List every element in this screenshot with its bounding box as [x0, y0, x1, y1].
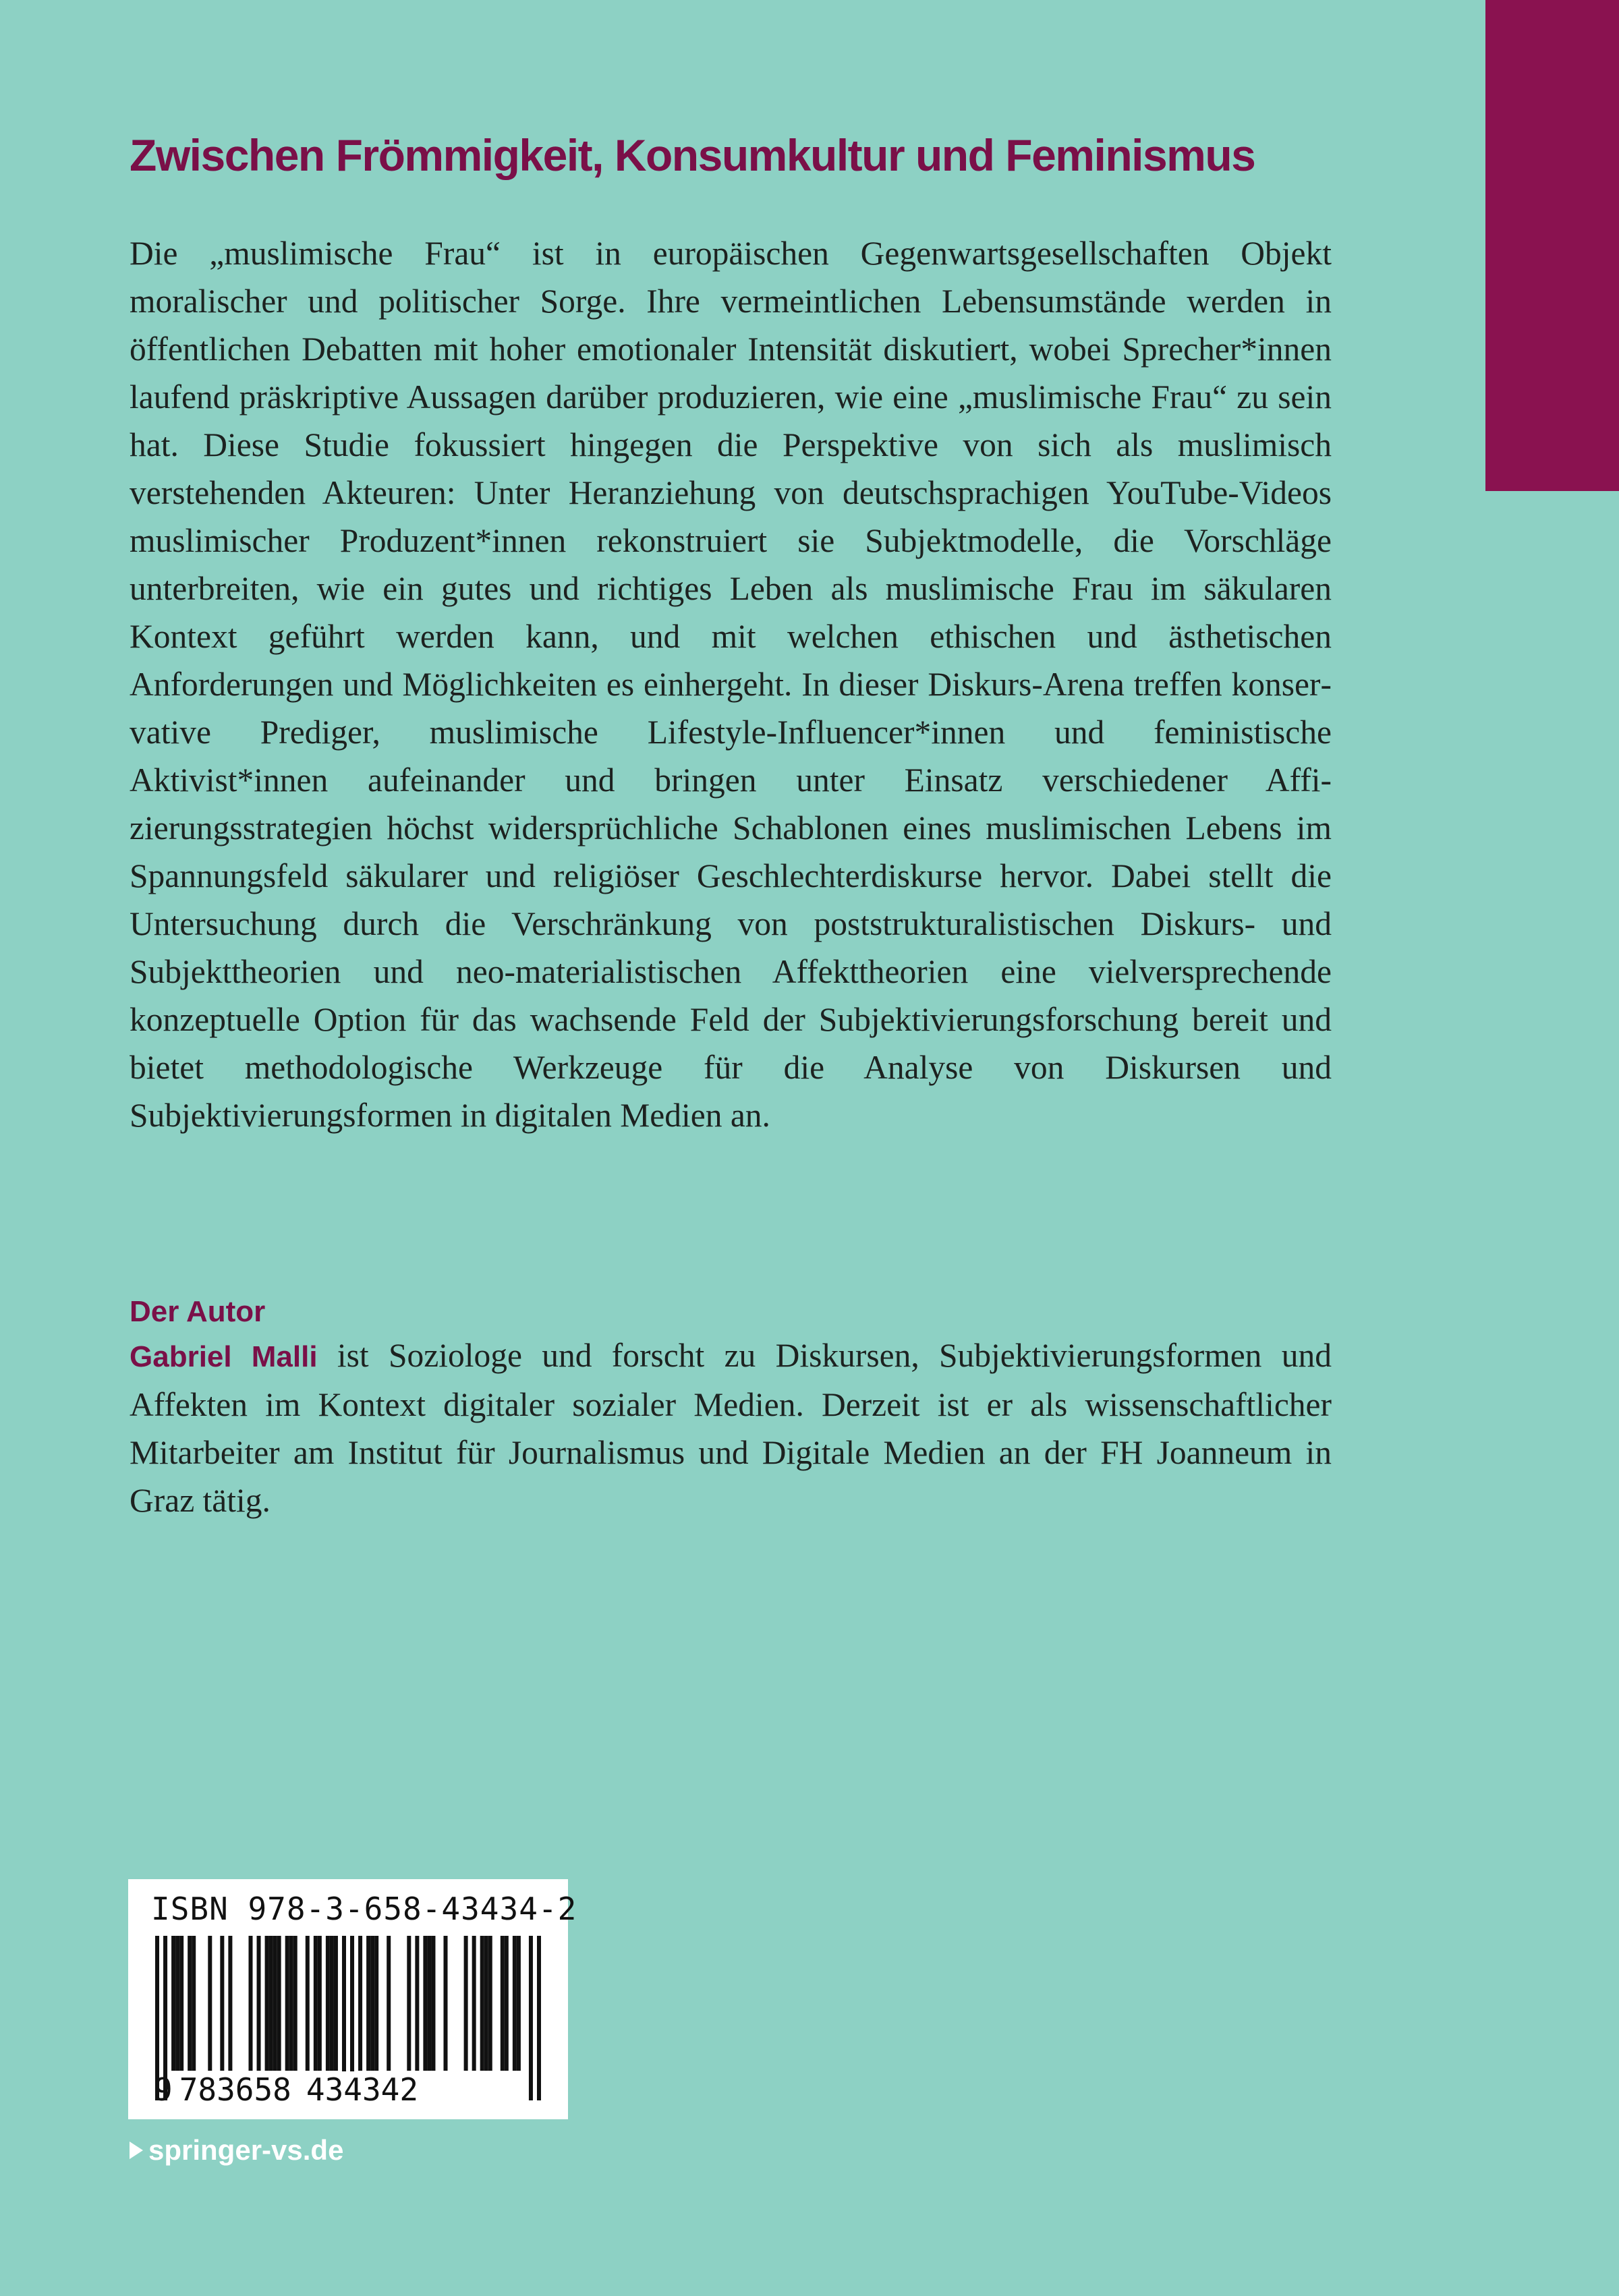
barcode-bar: [427, 1936, 431, 2071]
barcode-bar: [314, 1936, 318, 2071]
barcode-bar: [464, 1936, 468, 2071]
barcode-digits-group-2: 434342: [304, 2071, 421, 2108]
barcode-bar: [273, 1936, 277, 2071]
barcode-bar: [293, 1936, 297, 2071]
author-section: [130, 1292, 1332, 1524]
barcode-bar: [208, 1936, 212, 2071]
barcode-bar: [220, 1936, 224, 2071]
barcode-bar: [192, 1936, 196, 2071]
barcode-bar: [188, 1936, 192, 2071]
barcode-bar: [374, 1936, 378, 2071]
barcode-bar: [306, 1936, 310, 2071]
barcode-bar: [366, 1936, 370, 2071]
barcode-bar: [387, 1936, 391, 2071]
barcode-bar: [257, 1936, 261, 2071]
isbn-label: ISBN 978-3-658-43434-2: [151, 1891, 577, 1927]
barcode-digit-lead: 9: [154, 2071, 173, 2108]
barcode-bar: [537, 1936, 541, 2100]
barcode-bar: [423, 1936, 427, 2071]
author-heading: Der Autor: [130, 1295, 266, 1328]
arrow-right-icon: [130, 2142, 143, 2159]
barcode-bar: [269, 1936, 273, 2071]
accent-bar: [1485, 0, 1619, 491]
barcode-bar: [443, 1936, 447, 2071]
barcode-bar: [285, 1936, 289, 2071]
barcode-bar: [431, 1936, 435, 2071]
barcode-bar: [277, 1936, 281, 2071]
barcode-digits-group-1: 783658: [177, 2071, 294, 2108]
blurb-text: Die „muslimische Frau“ ist in europäischen Gegenwartsgesellschaften Objekt moralischer und politischer Sorge. Ihre vermeintlichen Lebensumstände werden in öffentlichen Debatten mit hoher emotionaler Intensität diskutiert, wobei Sprecher*innen laufend präskriptive Aussagen darüber produzieren, wie eine „muslimische Frau“ zu sein hat. Diese Studie fokussiert hingegen die Perspektive von sich als muslimisch verstehenden Akteuren: Unter Heranziehung von deutschsprachigen YouTube-Videos muslimischer Produzent*innen rekonstruiert sie Subjektmodelle, die Vorschläge unterbreiten, wie ein gutes und richtiges Leben als muslimische Frau im säkularen Kontext geführt werden kann, und mit welchen ethischen und ästhetischen Anforderungen und Möglichkeiten es einhergeht. In dieser Diskurs-Arena treffen konservative Prediger, muslimische Lifestyle-Influencer*innen und feministische Aktivist*innen aufeinander und bringen unter Einsatz verschiedener Affizierungsstrategien höchst widersprüchliche Schablonen eines muslimischen Lebens im Spannungsfeld säkularer und religiöser Geschlechterdiskurse hervor. Dabei stellt die Untersuchung durch die Verschränkung von poststrukturalistischen Diskurs- und Subjekttheorien und neo-materialistischen Affekttheorien eine vielversprechende konzeptuelle Option für das wachsende Feld der Subjektivierungsforschung bereit und bietet methodologische Werkzeuge für die Analyse von Diskursen und Subjektivierungsformen in digitalen Medien an.: [130, 235, 1332, 1134]
isbn-barcode: [128, 1879, 577, 2119]
barcode-bar: [480, 1936, 484, 2071]
barcode-bar: [171, 1936, 175, 2071]
publisher-url: springer-vs.de: [148, 2134, 344, 2166]
barcode-bar: [370, 1936, 374, 2071]
barcode-bar: [517, 1936, 521, 2071]
book-subtitle-heading: Zwischen Frömmigkeit, Konsumkultur und Feminismus: [130, 130, 1255, 180]
barcode-bar: [289, 1936, 293, 2071]
barcode-bar: [505, 1936, 509, 2071]
author-bio-text: ist Soziologe und forscht zu Diskursen, Subjektivierungsformen und Affekten im Kontext digitaler sozialer Medien. Derzeit ist er als wissenschaftlicher Mitarbeiter am Institut für Journalismus und Digitale Medien an der FH Joanneum in Graz tätig.: [130, 1337, 1332, 1519]
barcode-bar: [358, 1936, 362, 2071]
barcode-bar: [513, 1936, 517, 2071]
barcode-bar: [472, 1936, 476, 2071]
barcode-bar: [248, 1936, 252, 2071]
author-bio: [130, 1331, 1332, 1524]
barcode-bar: [228, 1936, 232, 2071]
barcode-bar: [488, 1936, 492, 2071]
publisher-link[interactable]: [130, 2131, 343, 2169]
barcode-bar: [265, 1936, 269, 2071]
barcode-bar: [529, 1936, 533, 2100]
barcode-bar: [179, 1936, 183, 2071]
barcode-digits: [154, 2069, 421, 2110]
barcode-bar: [501, 1936, 505, 2071]
author-name: Gabriel Malli: [130, 1340, 318, 1373]
barcode-bar: [318, 1936, 322, 2071]
barcode-bar: [326, 1936, 330, 2071]
barcode-bar: [175, 1936, 179, 2071]
barcode-bar: [415, 1936, 419, 2071]
barcode-bar: [330, 1936, 334, 2071]
barcode-bar: [407, 1936, 411, 2071]
barcode-bar: [484, 1936, 488, 2071]
barcode-bar: [334, 1936, 338, 2071]
